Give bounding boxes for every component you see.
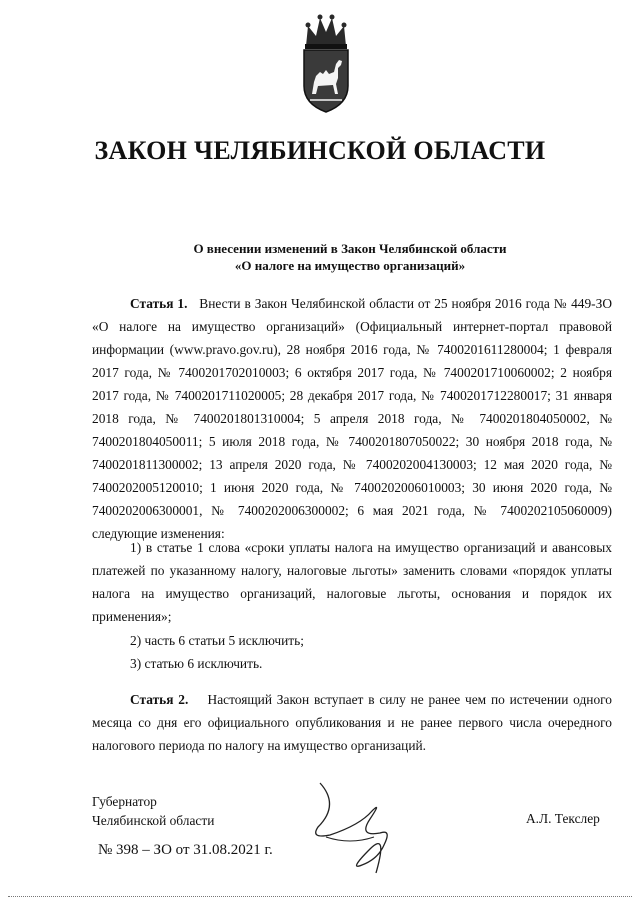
subject-line-2: «О налоге на имущество организаций»: [234, 258, 466, 273]
governor-name: А.Л. Текслер: [526, 811, 600, 826]
position-line-1: Губернатор: [92, 794, 157, 809]
registration-number: № 398 – ЗО от 31.08.2021 г.: [98, 842, 273, 858]
list-item: 3) статью 6 исключить.: [130, 656, 263, 671]
list-item: 2) часть 6 статьи 5 исключить;: [130, 633, 304, 648]
article-2: [92, 688, 612, 757]
page-bottom-divider: [8, 896, 632, 897]
governor-position: [92, 792, 214, 830]
signature-image: [300, 775, 410, 875]
position-line-2: Челябинской области: [92, 813, 215, 828]
subject-line-1: О внесении изменений в Закон Челябинской области: [193, 241, 507, 256]
article-2-label: Статья 2.: [130, 692, 189, 707]
article-2-text: Настоящий Закон вступает в силу не ранее чем по истечении одного месяца со дня его официального опубликования и не ранее первого числа очередного налогового периода по налогу на имущество организаций.: [92, 692, 612, 753]
article-1-label: Статья 1.: [130, 296, 188, 311]
article-1: [92, 292, 612, 545]
coat-of-arms-icon: [296, 8, 356, 114]
law-subject: [0, 240, 640, 274]
article-1-text: Внести в Закон Челябинской области от 25 ноября 2016 года № 449-ЗО «О налоге на имущество организаций» (Официальный интернет-портал правовой информации (www.pravo.gov.ru), 28 ноября 2016 года, № 7400201611280004; 1 февраля 2017 года, № 7400201702010003; 6 октября 2017 года, № 7400201710060002; 2 ноября 2017 года, № 7400201711020005; 28 декабря 2017 года, № 7400201712280017; 31 января 2018 года, № 7400201801310004; 5 апреля 2018 года, № 7400201804050002, № 7400201804050011; 5 июля 2018 года, № 7400201807050022; 30 ноября 2018 года, № 7400201811300002; 13 апреля 2020 года, № 7400202004130003; 12 мая 2020 года, № 7400202005120010; 1 июня 2020 года, № 7400202006010003; 30 июня 2020 года, № 7400202006300001, № 7400202006300002; 6 мая 2021 года, № 7400202105060009) следующие изменения:: [92, 296, 612, 541]
document-title: ЗАКОН ЧЕЛЯБИНСКОЙ ОБЛАСТИ: [94, 136, 546, 165]
list-item: 1) в статье 1 слова «сроки уплаты налога на имущество организаций и авансовых платежей по указанному налогу, налоговые льготы» заменить словами «порядок уплаты налога на имущество организаций, налоговые льготы, основания и порядок их применения»;: [92, 540, 612, 624]
